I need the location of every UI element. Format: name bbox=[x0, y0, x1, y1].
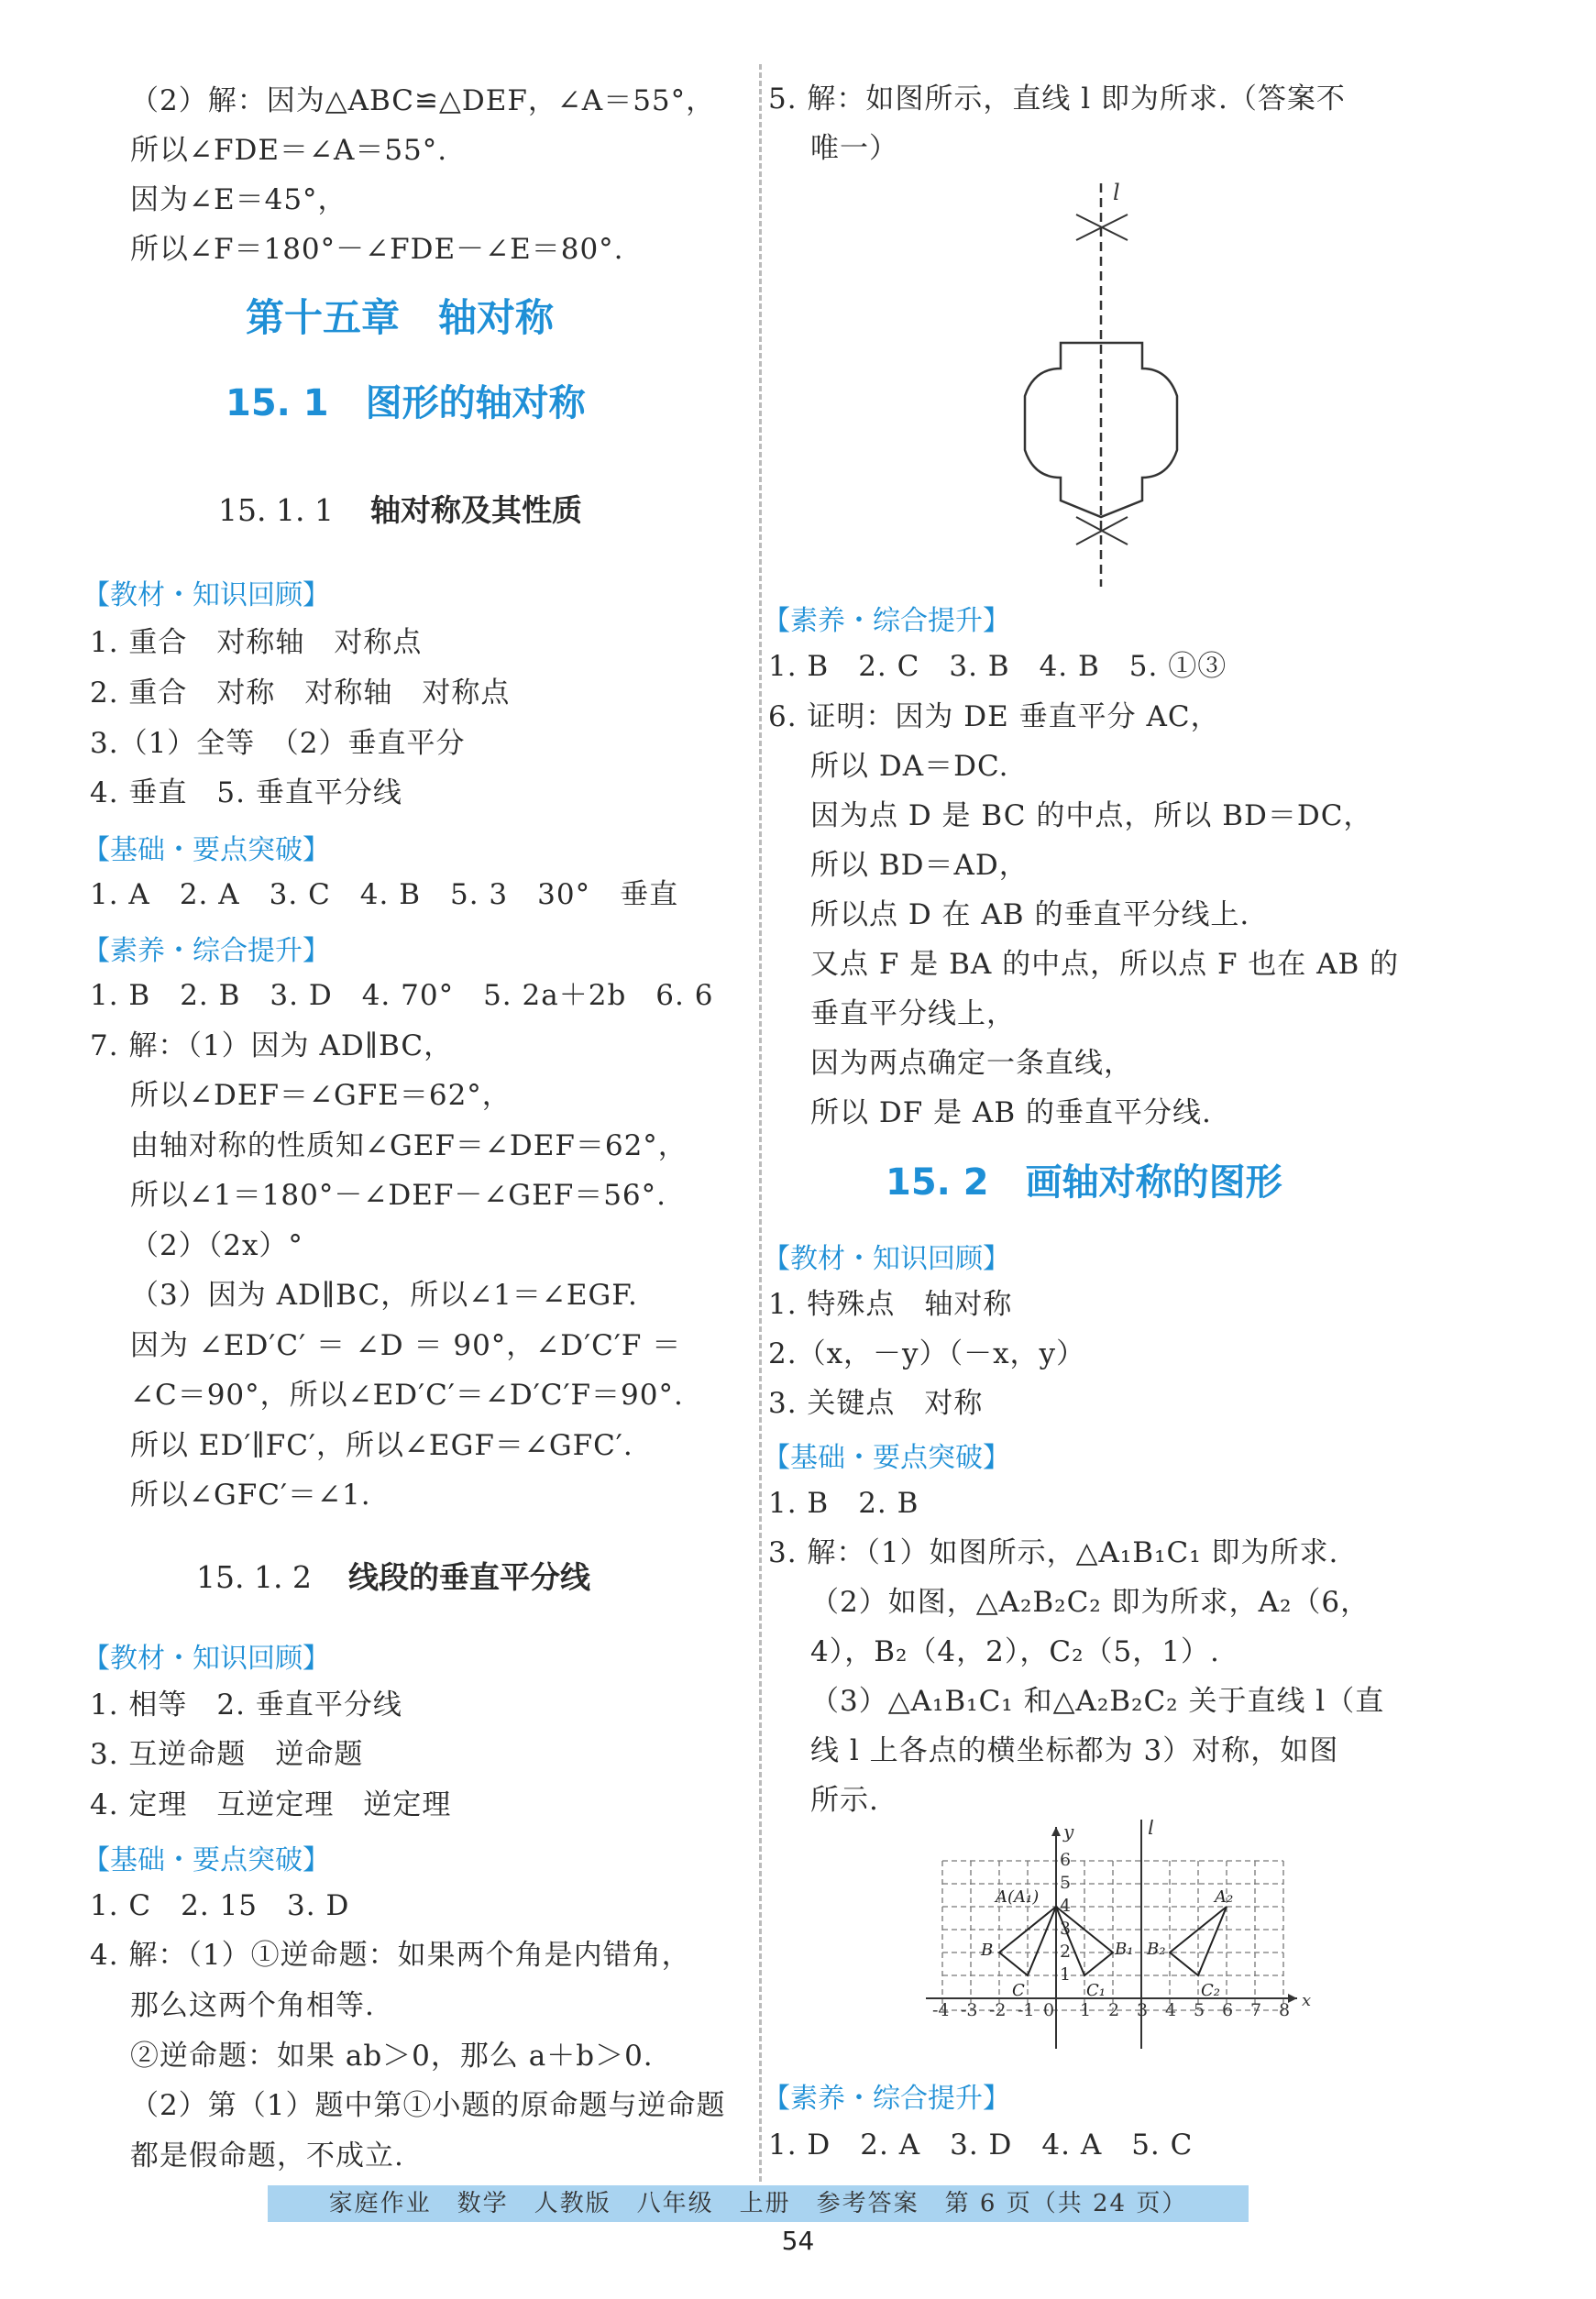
chapter-title: 第十五章 轴对称 bbox=[246, 295, 555, 340]
answer-line: 4. 解：（1）①逆命题：如果两个角是内错角， bbox=[90, 1939, 691, 1972]
answer-line: 4. 定理 互逆定理 逆定理 bbox=[90, 1788, 452, 1821]
answer-line: 4），B₂（4，2），C₂（5，1）. bbox=[810, 1635, 1220, 1668]
answer-line: 因为两点确定一条直线， bbox=[810, 1047, 1133, 1080]
answer-line: 所以∠1＝180°－∠DEF－∠GEF＝56°. bbox=[130, 1179, 667, 1212]
tag-knowledge-review: 【教材・知识回顾】 bbox=[83, 1643, 330, 1675]
answer-line: 所以∠GFC′＝∠1. bbox=[130, 1479, 371, 1512]
tag-comprehensive: 【素养・综合提升】 bbox=[763, 605, 1010, 637]
answer-line: 因为∠E＝45°， bbox=[130, 183, 347, 216]
answer-line: 3. 解：（1）如图所示，△A₁B₁C₁ 即为所求. bbox=[768, 1536, 1339, 1569]
x-tick: -4 bbox=[932, 2000, 950, 2020]
section-title: 15. 1 图形的轴对称 bbox=[226, 382, 586, 424]
subsection-name: 线段的垂直平分线 bbox=[347, 1559, 590, 1595]
x-tick: 6 bbox=[1222, 2000, 1234, 2020]
x-tick: 0 bbox=[1043, 2000, 1055, 2020]
x-tick: -3 bbox=[961, 2000, 978, 2020]
tag-knowledge-review: 【教材・知识回顾】 bbox=[763, 1243, 1010, 1275]
answer-line: 垂直平分线上， bbox=[810, 997, 1016, 1030]
point-label-C1: C₁ bbox=[1086, 1981, 1106, 2000]
point-label-B: B bbox=[981, 1941, 994, 1960]
answer-line: 因为点 D 是 BC 的中点，所以 BD＝DC， bbox=[810, 799, 1373, 832]
answer-line: （2）第（1）题中第①小题的原命题与逆命题 bbox=[130, 2089, 726, 2122]
answer-line: 线 l 上各点的横坐标都为 3）对称，如图 bbox=[810, 1734, 1339, 1767]
answer-line: 所示. bbox=[810, 1784, 879, 1817]
answer-line: 所以 DF 是 AB 的垂直平分线. bbox=[810, 1096, 1212, 1129]
point-label-C: C bbox=[1012, 1981, 1025, 2000]
point-labels bbox=[980, 1887, 1233, 2000]
tag-basic-points: 【基础・要点突破】 bbox=[83, 834, 330, 866]
y-tick: 5 bbox=[1060, 1873, 1072, 1893]
point-label-B1: B₁ bbox=[1115, 1940, 1134, 1959]
answer-line: ②逆命题：如果 ab＞0，那么 a＋b＞0. bbox=[130, 2040, 654, 2073]
symmetry-figure bbox=[1008, 174, 1201, 596]
x-tick: 3 bbox=[1137, 2000, 1149, 2020]
x-tick: 2 bbox=[1108, 2000, 1120, 2020]
answer-line: 所以∠DEF＝∠GFE＝62°， bbox=[130, 1079, 512, 1112]
answer-line: （2）解：因为△ABC≌△DEF，∠A＝55°， bbox=[130, 84, 716, 117]
answer-line: 1. C 2. 15 3. D bbox=[90, 1889, 350, 1922]
y-axis-label: y bbox=[1063, 1820, 1074, 1842]
tag-knowledge-review: 【教材・知识回顾】 bbox=[83, 579, 330, 611]
x-tick: 4 bbox=[1165, 2000, 1177, 2020]
point-label-A2: A₂ bbox=[1215, 1887, 1234, 1907]
y-axis-arrow bbox=[1051, 1827, 1061, 1836]
point-label-C2: C₂ bbox=[1201, 1981, 1220, 2000]
answer-line: 1. 重合 对称轴 对称点 bbox=[90, 626, 423, 659]
y-tick: 1 bbox=[1060, 1964, 1072, 1985]
answer-line: 1. D 2. A 3. D 4. A 5. C bbox=[768, 2128, 1194, 2162]
point-label-A: A(A₁) bbox=[996, 1887, 1040, 1907]
answer-line: 3. 关键点 对称 bbox=[768, 1387, 984, 1420]
subsection-name: 轴对称及其性质 bbox=[369, 492, 582, 528]
coordinate-grid-figure bbox=[917, 1820, 1311, 2053]
answer-line: ∠C＝90°，所以∠ED′C′＝∠D′C′F＝90°. bbox=[130, 1379, 684, 1412]
tag-basic-points: 【基础・要点突破】 bbox=[763, 1442, 1010, 1474]
answer-line: 6. 证明：因为 DE 垂直平分 AC， bbox=[768, 700, 1220, 733]
answer-line: （2）如图，△A₂B₂C₂ 即为所求，A₂（6， bbox=[810, 1586, 1370, 1619]
answer-line: （2）（2x）° bbox=[130, 1229, 303, 1262]
answer-line: 所以 DA＝DC. bbox=[810, 750, 1009, 783]
answer-line: 3. 互逆命题 逆命题 bbox=[90, 1738, 364, 1771]
answer-line: 1. 特殊点 轴对称 bbox=[768, 1288, 1013, 1321]
y-tick: 4 bbox=[1060, 1896, 1072, 1916]
x-axis-label: x bbox=[1302, 1991, 1311, 2010]
point-label-B2: B₂ bbox=[1147, 1940, 1166, 1959]
subsection-title bbox=[196, 1554, 590, 1597]
tag-basic-points: 【基础・要点突破】 bbox=[83, 1844, 330, 1876]
subsection-number: 15. 1. 1 bbox=[218, 492, 334, 528]
x-tick: -2 bbox=[989, 2000, 1007, 2020]
answer-line: 因为 ∠ED′C′ ＝ ∠D ＝ 90°，∠D′C′F ＝ bbox=[130, 1329, 682, 1362]
answer-line: 所以点 D 在 AB 的垂直平分线上. bbox=[810, 898, 1250, 931]
symmetric-shape bbox=[1025, 343, 1177, 517]
answer-line: 所以∠F＝180°－∠FDE－∠E＝80°. bbox=[130, 233, 624, 266]
footer-banner: 家庭作业 数学 人教版 八年级 上册 参考答案 第 6 页（共 24 页） bbox=[268, 2185, 1249, 2222]
x-tick: 7 bbox=[1250, 2000, 1262, 2020]
axis-label-l: l bbox=[1113, 180, 1120, 205]
answer-line: 3.（1）全等 （2）垂直平分 bbox=[90, 727, 466, 760]
answer-line: 1. A 2. A 3. C 4. B 5. 3 30° 垂直 bbox=[90, 878, 679, 911]
x-tick: -1 bbox=[1018, 2000, 1035, 2020]
answer-line: 7. 解：（1）因为 AD∥BC， bbox=[90, 1029, 454, 1062]
answer-line: 2.（x，－y）（－x，y） bbox=[768, 1337, 1086, 1370]
section-title: 15. 2 画轴对称的图形 bbox=[886, 1161, 1282, 1204]
answer-line: 1. B 2. B bbox=[768, 1487, 919, 1520]
page-number: 54 bbox=[781, 2226, 815, 2256]
subsection-number: 15. 1. 2 bbox=[196, 1559, 312, 1595]
tag-comprehensive: 【素养・综合提升】 bbox=[83, 935, 330, 967]
x-tick: 8 bbox=[1279, 2000, 1291, 2020]
answer-line: 又点 F 是 BA 的中点，所以点 F 也在 AB 的 bbox=[810, 948, 1400, 981]
line-l-label: l bbox=[1148, 1820, 1155, 1840]
answer-line: 都是假命题，不成立. bbox=[130, 2140, 404, 2172]
answer-line: 1. B 2. B 3. D 4. 70° 5. 2a＋2b 6. 6 bbox=[90, 979, 714, 1012]
grid-lines bbox=[942, 1861, 1283, 2010]
answer-line: 由轴对称的性质知∠GEF＝∠DEF＝62°， bbox=[130, 1129, 688, 1162]
answer-line: 所以∠FDE＝∠A＝55°. bbox=[130, 134, 448, 167]
y-tick: 6 bbox=[1060, 1850, 1072, 1870]
answer-line: 4. 垂直 5. 垂直平分线 bbox=[90, 776, 402, 809]
answer-line: 所以 ED′∥FC′，所以∠EGF＝∠GFC′. bbox=[130, 1429, 633, 1462]
answer-line: 唯一） bbox=[810, 132, 898, 165]
x-tick: 1 bbox=[1080, 2000, 1092, 2020]
answer-line: 2. 重合 对称 对称轴 对称点 bbox=[90, 676, 511, 710]
y-tick: 3 bbox=[1060, 1919, 1072, 1939]
answer-line: 1. B 2. C 3. B 4. B 5. ①③ bbox=[768, 650, 1227, 683]
y-tick: 2 bbox=[1060, 1942, 1072, 1962]
x-tick: 5 bbox=[1194, 2000, 1205, 2020]
answer-line: 1. 相等 2. 垂直平分线 bbox=[90, 1688, 402, 1722]
answer-line: （3）△A₁B₁C₁ 和△A₂B₂C₂ 关于直线 l（直 bbox=[810, 1685, 1385, 1718]
column-divider bbox=[759, 64, 762, 2182]
answer-line: （3）因为 AD∥BC，所以∠1＝∠EGF. bbox=[130, 1279, 638, 1312]
answer-line: 所以 BD＝AD， bbox=[810, 849, 1029, 882]
tag-comprehensive: 【素养・综合提升】 bbox=[763, 2083, 1010, 2115]
answer-line: 那么这两个角相等. bbox=[130, 1989, 375, 2022]
subsection-title bbox=[218, 487, 582, 530]
answer-line: 5. 解：如图所示，直线 l 即为所求.（答案不 bbox=[768, 82, 1346, 116]
